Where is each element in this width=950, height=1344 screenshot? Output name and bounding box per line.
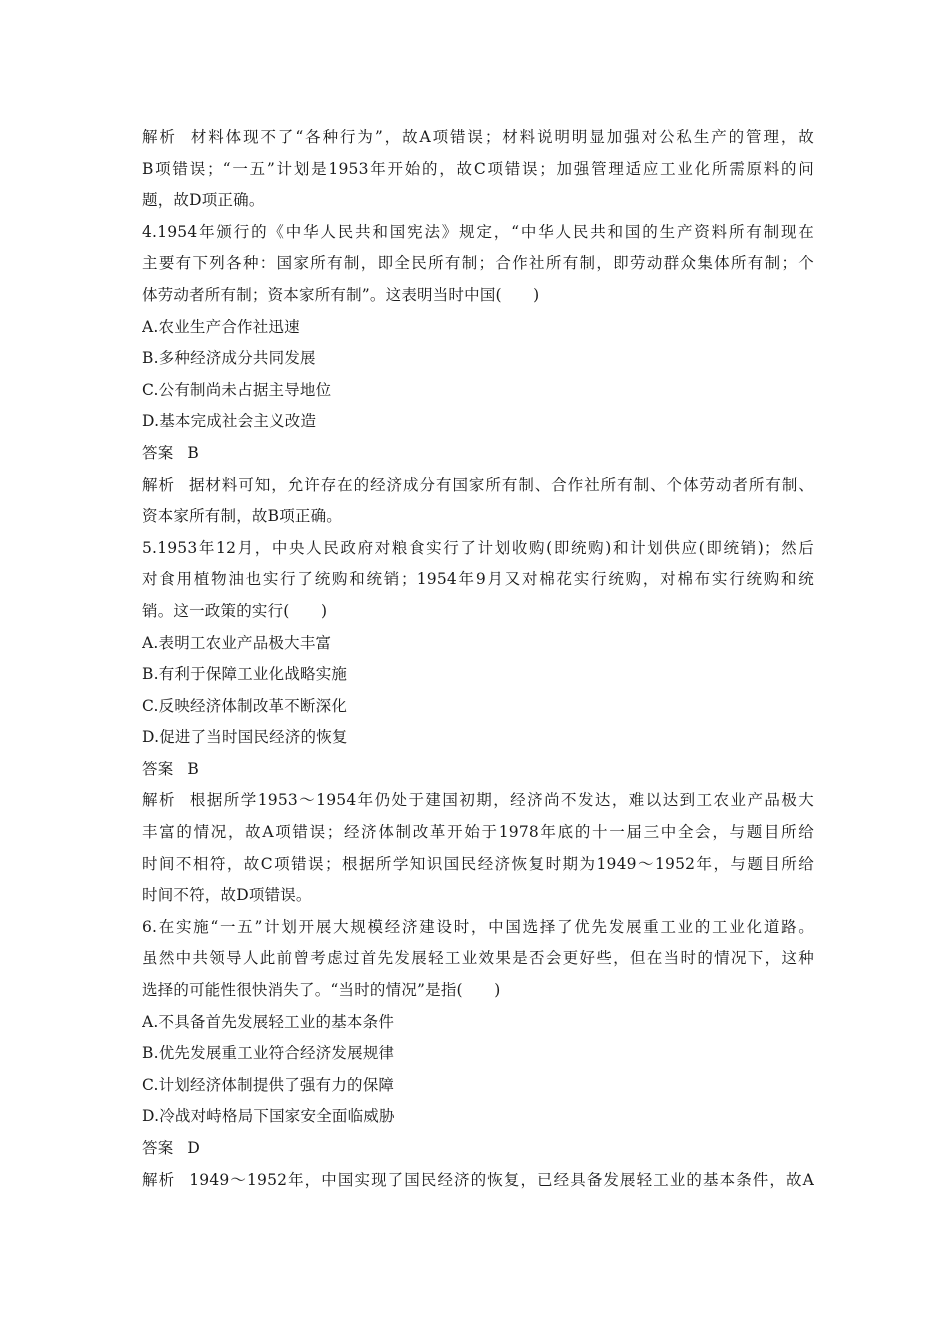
q4-answer-label: 答案 [142,443,174,462]
q6-analysis-line-1: 解析 1949～1952年，中国实现了国民经济的恢复，已经具备发展轻工业的基本条件，故A [142,1170,814,1189]
q5-analysis-label: 解析 [142,791,176,810]
q4-stem-line-2: 主要有下列各种：国家所有制，即全民所有制；合作社所有制，即劳动群众集体所有制；个 [142,254,814,273]
q5-stem-line-2: 对食用植物油也实行了统购和统销；1954年9月又对棉花实行统购，对棉布实行统购和统 [142,570,814,589]
q3-analysis-line-2: B项错误；“一五”计划是1953年开始的，故C项错误；加强管理适应工业化所需原料的问 [142,159,814,178]
document-page [142,122,814,1196]
q5-analysis-line-4: 时间不符，故D项错误。 [142,886,312,905]
q4-option-b: B.多种经济成分共同发展 [142,349,316,368]
q5-option-b: B.有利于保障工业化战略实施 [142,665,348,684]
q6-analysis-label: 解析 [142,1170,176,1189]
q6-answer-value: D [187,1139,201,1157]
q4-option-d: D.基本完成社会主义改造 [142,412,317,431]
q4-option-a: A.农业生产合作社迅速 [142,317,300,336]
q3-analysis-line-1: 解析 材料体现不了“各种行为”，故A项错误；材料说明明显加强对公私生产的管理，故 [142,128,814,146]
q4-analysis-label: 解析 [142,475,175,494]
q5-answer-value: B [187,759,199,778]
q4-analysis-line-1: 解析 据材料可知，允许存在的经济成分有国家所有制、合作社所有制、个体劳动者所有制、 [142,475,814,494]
q5-stem-line-1: 5.1953年12月，中央人民政府对粮食实行了计划收购(即统购)和计划供应(即统销)；然后 [142,538,814,557]
q5-answer [142,754,814,786]
q3-analysis-line-3: 题，故D项正确。 [142,191,265,210]
q4-analysis-line-2: 资本家所有制，故B项正确。 [142,507,342,526]
q4-answer [142,438,814,470]
q5-analysis-line-3: 时间不相符，故C项错误；根据所学知识国民经济恢复时期为1949～1952年，与题目所给 [142,854,814,873]
q6-option-d: D.冷战对峙格局下国家安全面临威胁 [142,1107,395,1126]
q4-option-c: C.公有制尚未占据主导地位 [142,380,332,399]
q6-answer [142,1133,814,1165]
q6-option-a: A.不具备首先发展轻工业的基本条件 [142,1012,395,1031]
q5-analysis-line-2: 丰富的情况，故A项错误；经济体制改革开始于1978年底的十一届三中全会，与题目所给 [142,823,814,842]
q5-analysis-line-1: 解析 根据所学1953～1954年仍处于建国初期，经济尚不发达，难以达到工农业产品极大 [142,791,814,810]
q6-option-c: C.计划经济体制提供了强有力的保障 [142,1075,395,1094]
q3-analysis-label: 解析 [142,128,177,146]
q5-option-a: A.表明工农业产品极大丰富 [142,633,332,652]
q6-answer-label: 答案 [142,1139,174,1157]
q6-stem-line-1: 6.在实施“一五”计划开展大规模经济建设时，中国选择了优先发展重工业的工业化道路。 [142,917,814,936]
q5-stem-line-3: 销。这一政策的实行( ) [142,601,328,620]
q6-stem-line-2: 虽然中共领导人此前曾考虑过首先发展轻工业效果是否会更好些，但在当时的情况下，这种 [142,949,814,968]
q6-option-b: B.优先发展重工业符合经济发展规律 [142,1044,395,1063]
q4-stem-line-3: 体劳动者所有制；资本家所有制”。这表明当时中国( ) [142,285,540,304]
q6-stem-line-3: 选择的可能性很快消失了。“当时的情况”是指( ) [142,981,501,1000]
q5-option-c: C.反映经济体制改革不断深化 [142,696,348,715]
q5-option-d: D.促进了当时国民经济的恢复 [142,728,348,747]
q4-stem-line-1: 4.1954年颁行的《中华人民共和国宪法》规定，“中华人民共和国的生产资料所有制现在 [142,222,814,241]
q5-answer-label: 答案 [142,759,174,778]
q4-answer-value: B [187,443,199,462]
